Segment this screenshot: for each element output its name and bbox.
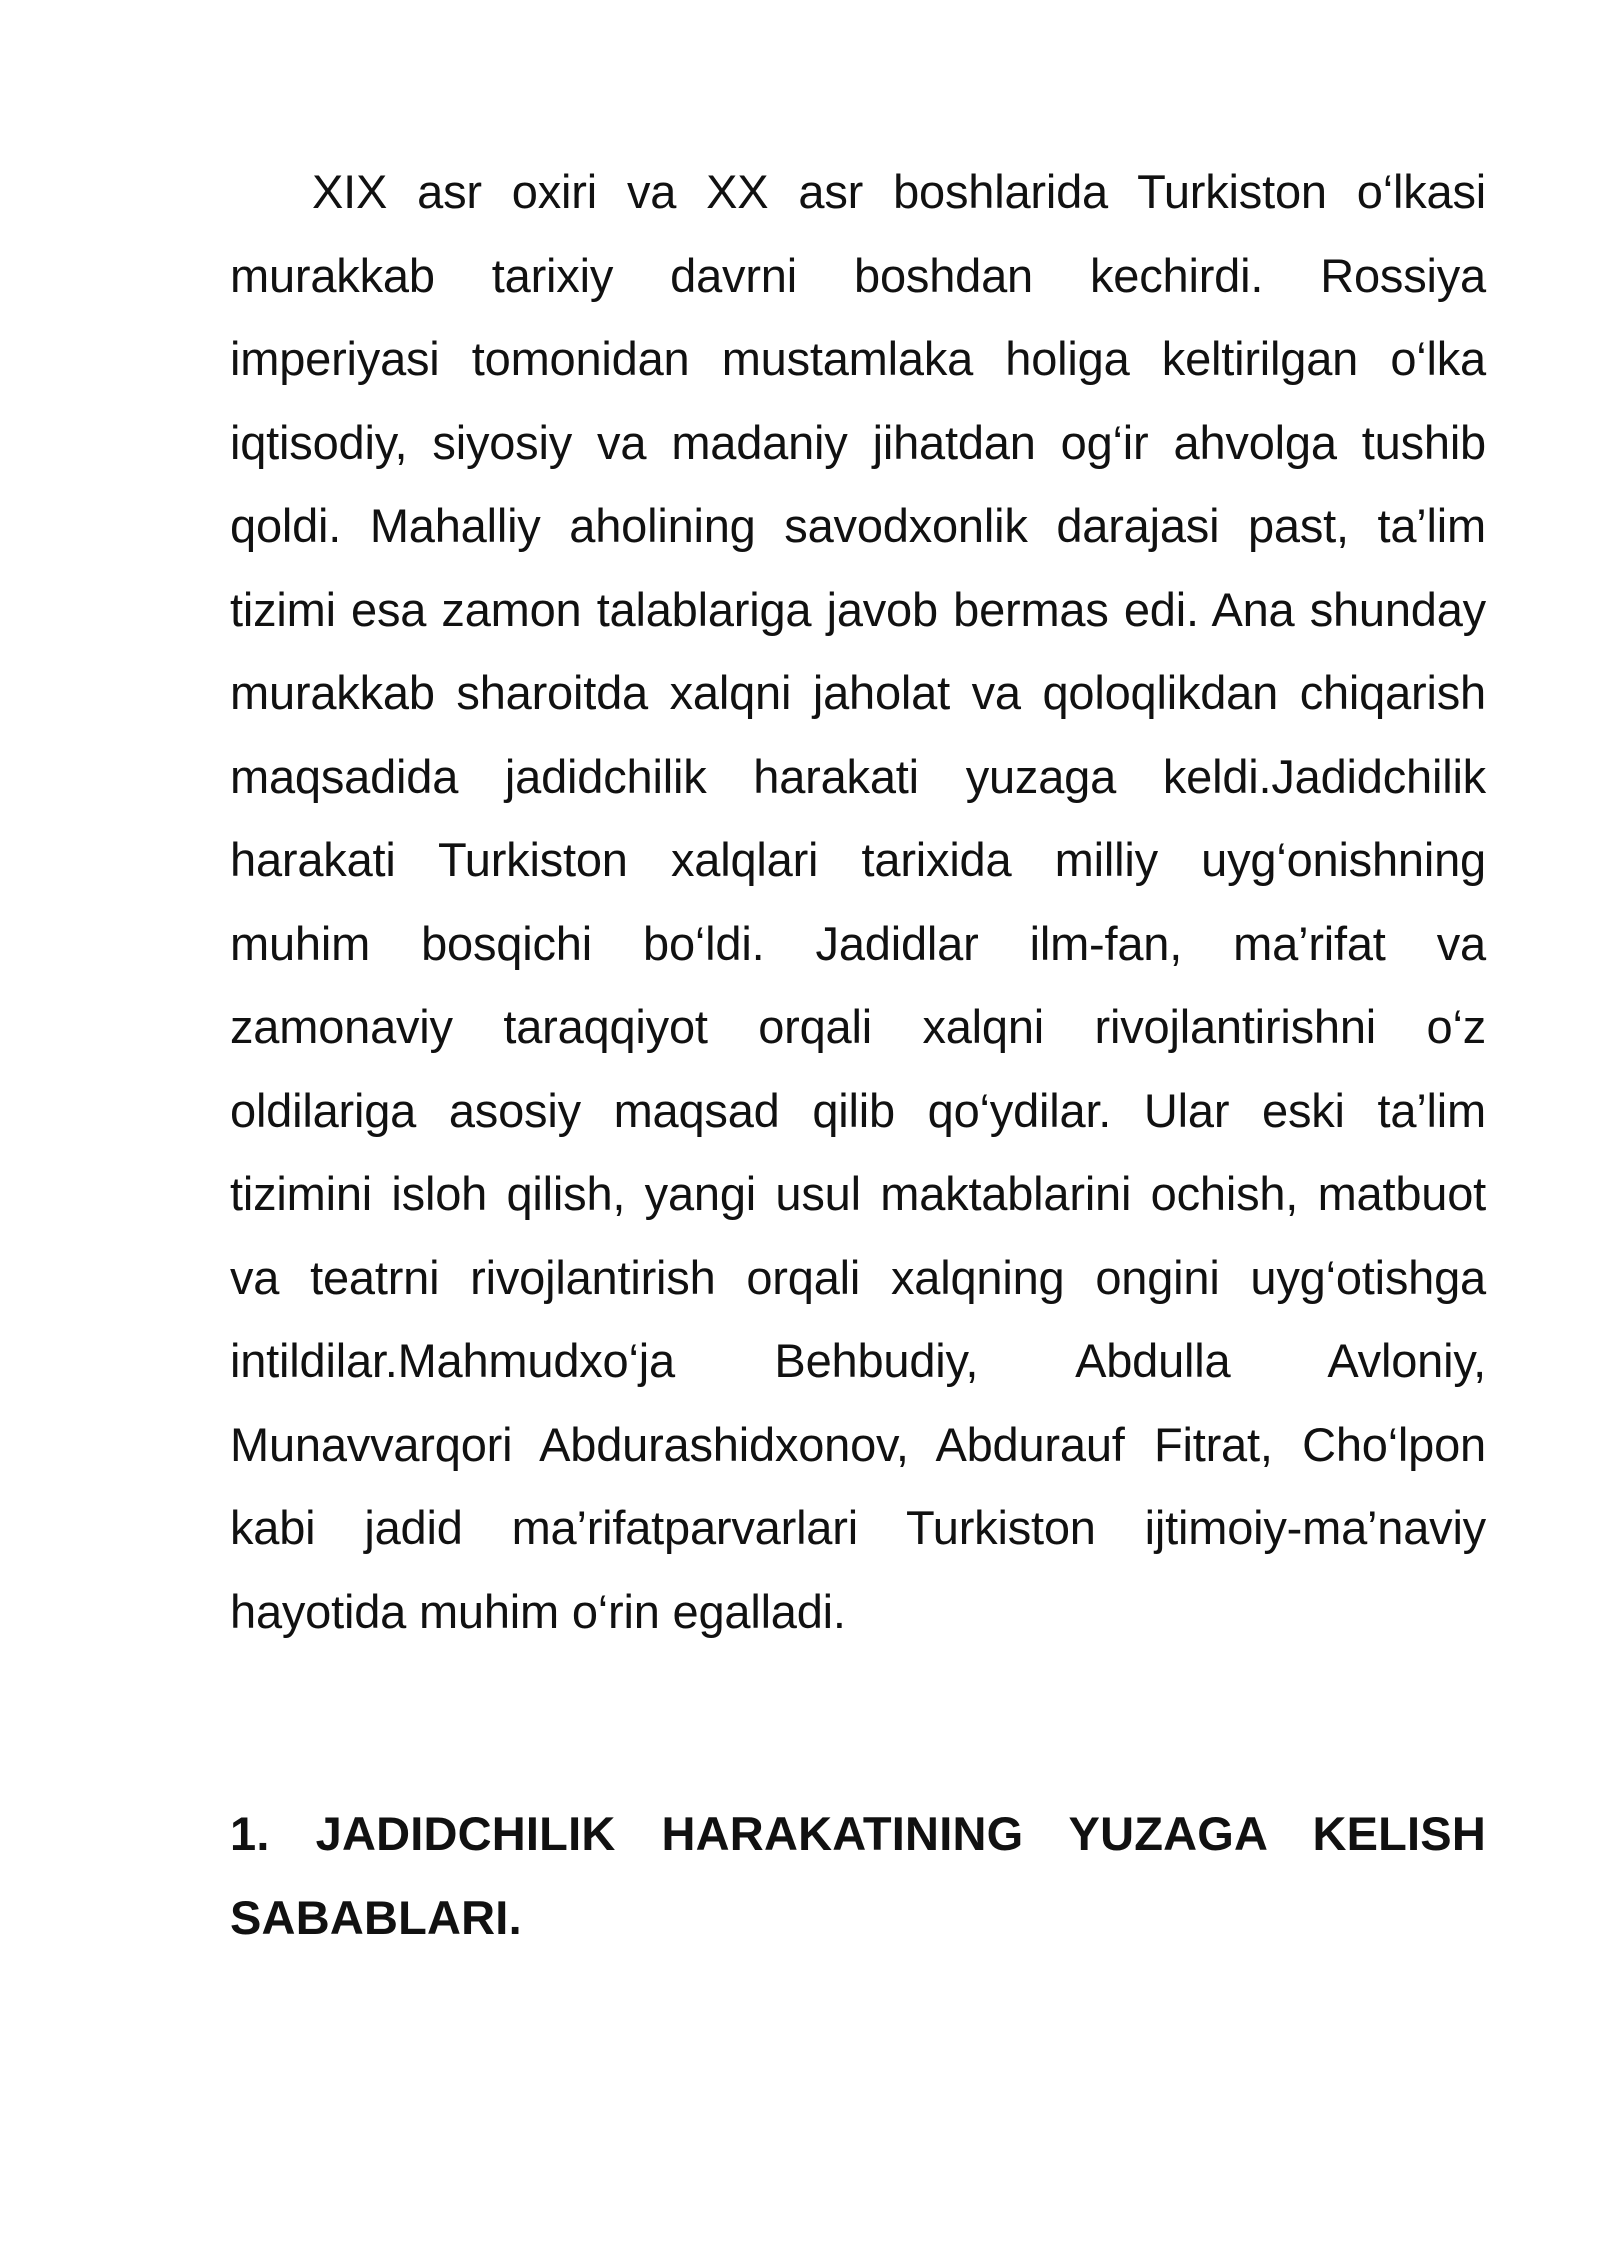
page-content [230, 150, 1486, 1960]
body-paragraph: XIX asr oxiri va XX asr boshlarida Turkiston o‘lkasi murakkab tarixiy davrni boshdan kechirdi. Rossiya imperiyasi tomonidan mustamlaka holiga keltirilgan o‘lka iqtisodiy, siyosiy va madaniy jihatdan og‘ir ahvolga tushib qoldi. Mahalliy aholining savodxonlik darajasi past, ta’lim tizimi esa zamon talablariga javob bermas edi. Ana shunday murakkab sharoitda xalqni jaholat va qoloqlikdan chiqarish maqsadida jadidchilik harakati yuzaga keldi.Jadidchilik harakati Turkiston xalqlari tarixida milliy uyg‘onishning muhim bosqichi bo‘ldi. Jadidlar ilm-fan, ma’rifat va zamonaviy taraqqiyot orqali xalqni rivojlantirishni o‘z oldilariga asosiy maqsad qilib qo‘ydilar. Ular eski ta’lim tizimini isloh qilish, yangi usul maktablarini ochish, matbuot va teatrni rivojlantirish orqali xalqning ongini uyg‘otishga intildilar.Mahmudxo‘ja Behbudiy, Abdulla Avloniy, Munavvarqori Abdurashidxonov, Abdurauf Fitrat, Cho‘lpon kabi jadid ma’rifatparvarlari Turkiston ijtimoiy-ma’naviy hayotida muhim o‘rin egalladi. [230, 165, 1486, 1638]
section-heading: 1. JADIDCHILIK HARAKATINING YUZAGA KELISH SABABLARI. [230, 1807, 1486, 1944]
